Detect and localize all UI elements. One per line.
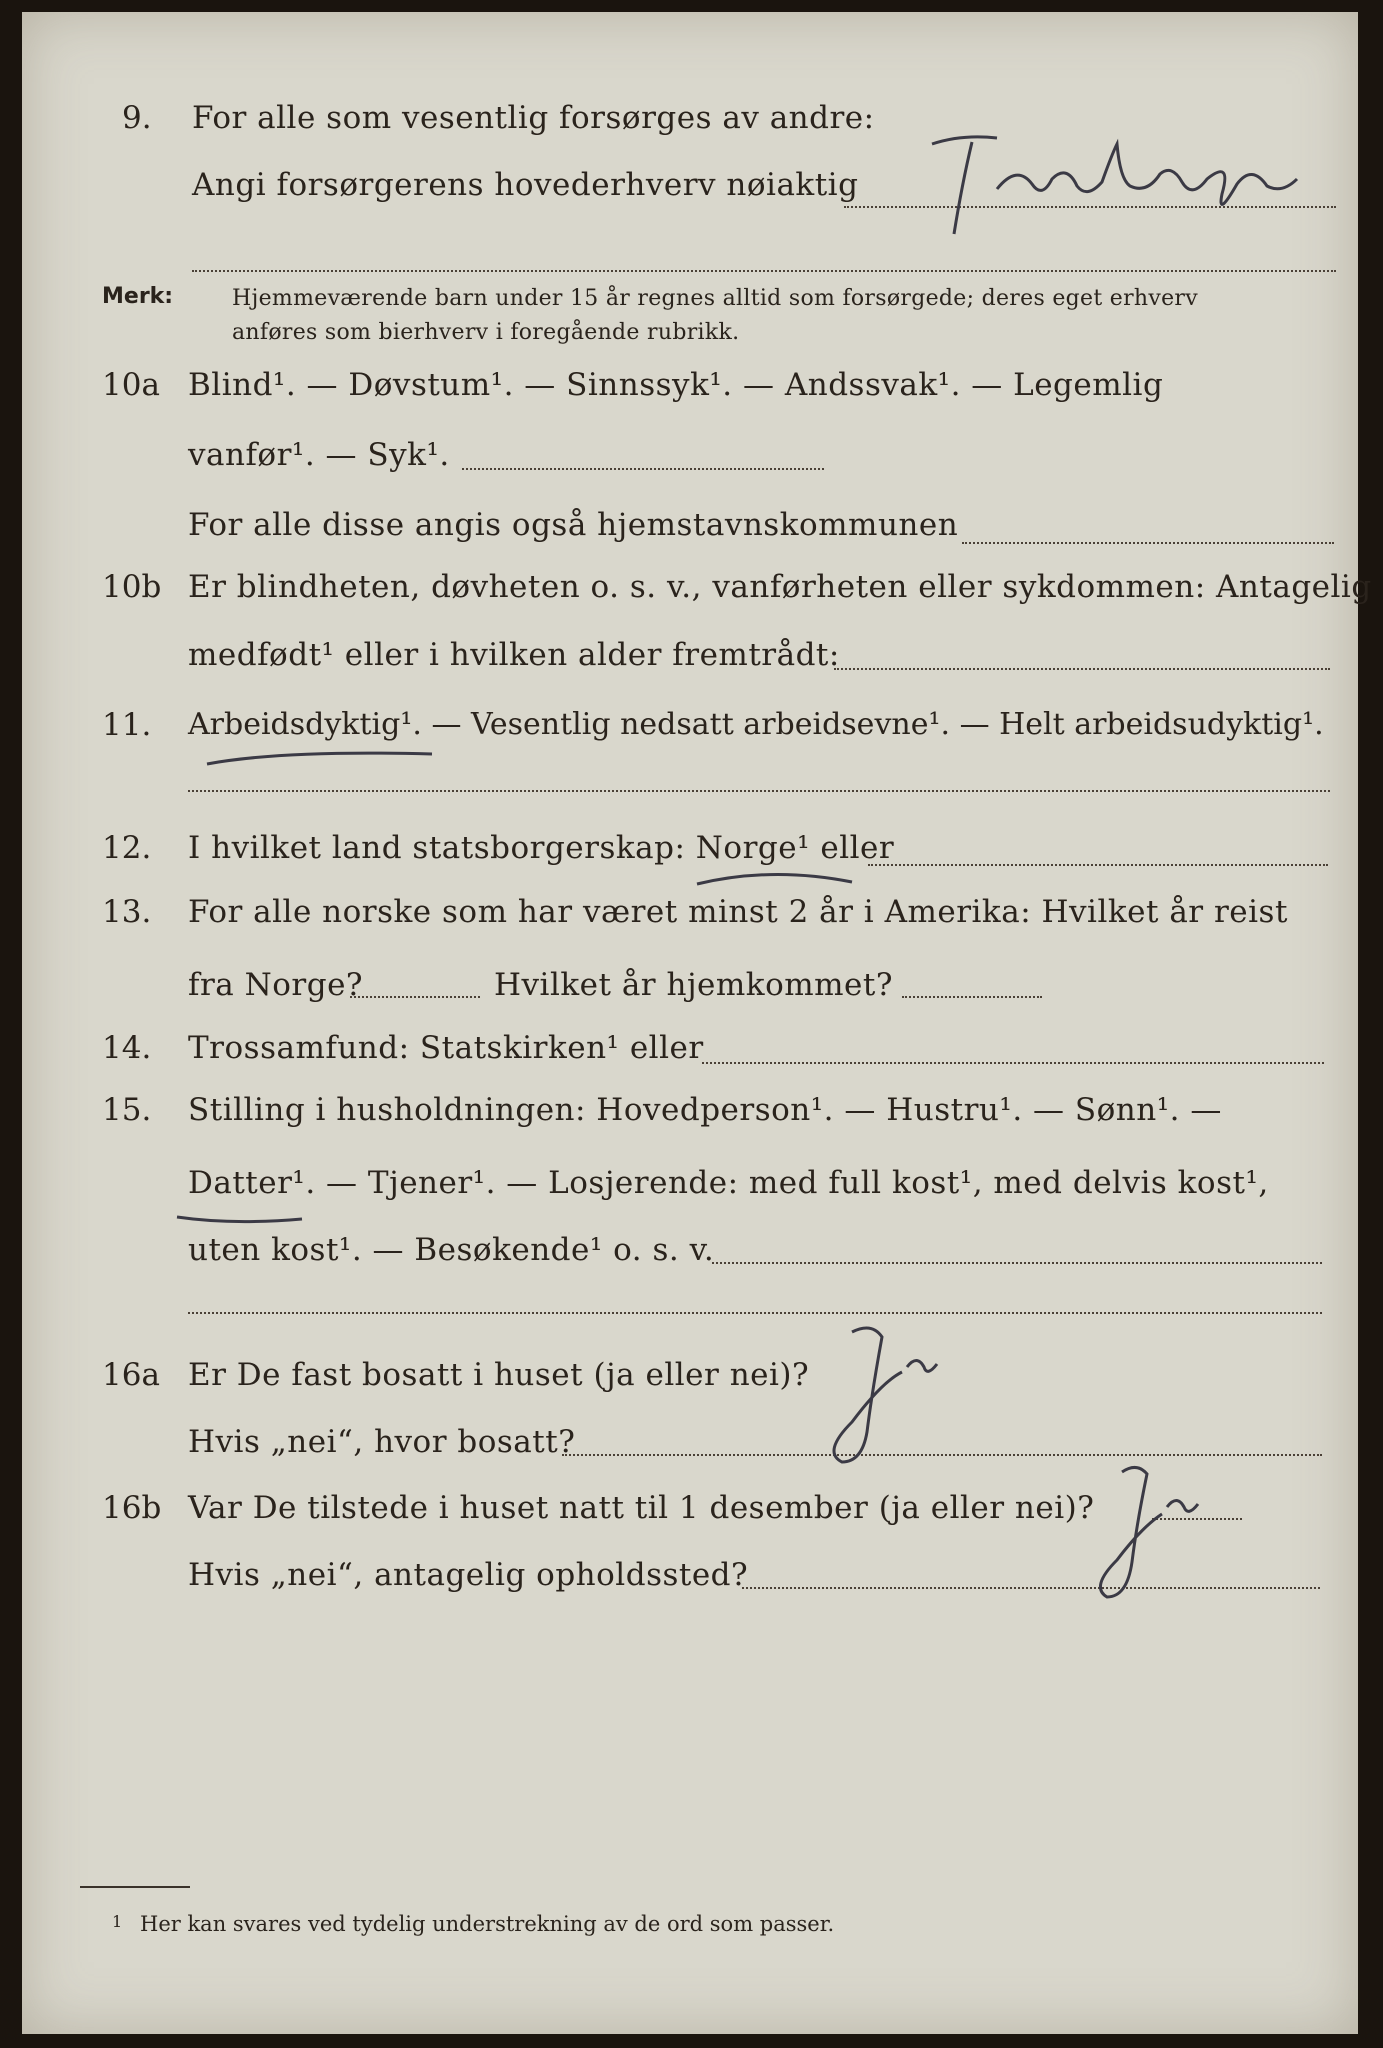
question-15-text-line1: Stilling i husholdningen: Hovedperson¹. — Hustru¹. — Sønn¹. —	[188, 1092, 1222, 1128]
question-10a-answer-line	[462, 468, 824, 470]
footnote-rule	[80, 1886, 190, 1888]
question-10b-number: 10b	[102, 569, 162, 605]
question-11-number: 11.	[102, 707, 152, 743]
merk-text-line2: anføres som bierhverv i foregående rubrikk.	[232, 320, 740, 345]
question-10a-text-line1: Blind¹. — Døvstum¹. — Sinnssyk¹. — Andssvak¹. — Legemlig	[188, 367, 1164, 403]
question-9-text-line1: For alle som vesentlig forsørges av andre:	[192, 100, 875, 136]
question-16a-handwritten-answer	[812, 1312, 962, 1472]
footnote-mark: 1	[112, 1912, 123, 1931]
question-13-return-line	[902, 996, 1042, 998]
question-10a-number: 10a	[102, 367, 160, 403]
question-13-departure-line	[350, 996, 480, 998]
question-10a-text-line3: For alle disse angis også hjemstavnskommunen	[188, 507, 959, 543]
question-12-text: I hvilket land statsborgerskap: Norge¹ eller	[188, 830, 895, 866]
question-15-extra-line	[188, 1312, 1322, 1314]
question-9-number: 9.	[122, 100, 152, 136]
question-13-text-line1: For alle norske som har været minst 2 år i Amerika: Hvilket år reist	[188, 894, 1288, 930]
question-13-number: 13.	[102, 894, 152, 930]
question-16b-handwritten-answer	[1082, 1452, 1222, 1612]
question-13-text-line2b: Hvilket år hjemkommet?	[494, 967, 893, 1003]
question-14-answer-line	[702, 1062, 1324, 1064]
question-16b-answer-line	[742, 1587, 1320, 1589]
question-12-number: 12.	[102, 830, 152, 866]
question-10b-text-line2: medfødt¹ eller i hvilken alder fremtrådt:	[188, 637, 840, 673]
question-14-number: 14.	[102, 1030, 152, 1066]
footnote-text: Her kan svares ved tydelig understrekning av de ord som passer.	[140, 1912, 835, 1936]
question-11-extra-line	[188, 790, 1330, 792]
question-11-text: Arbeidsdyktig¹. — Vesentlig nedsatt arbeidsevne¹. — Helt arbeidsudyktig¹.	[188, 707, 1324, 742]
question-11-underline-mark	[202, 742, 442, 772]
question-9-extra-line	[192, 270, 1336, 272]
question-13-text-line2a: fra Norge?	[188, 967, 364, 1003]
question-9-handwritten-answer	[902, 124, 1322, 264]
question-9-text-line2: Angi forsørgerens hovederhverv nøiaktig	[192, 167, 859, 203]
merk-text-line1: Hjemmeværende barn under 15 år regnes alltid som forsørgede; deres eget erhverv	[232, 286, 1198, 311]
question-16b-text-line2: Hvis „nei“, antagelig opholdssted?	[188, 1557, 749, 1593]
question-16b-text-line1: Var De tilstede i huset natt til 1 desember (ja eller nei)?	[188, 1490, 1095, 1526]
question-14-text: Trossamfund: Statskirken¹ eller	[188, 1030, 704, 1066]
question-12-answer-line	[868, 864, 1328, 866]
question-16b-number: 16b	[102, 1490, 162, 1526]
question-15-number: 15.	[102, 1092, 152, 1128]
question-16a-text-line2: Hvis „nei“, hvor bosatt?	[188, 1424, 576, 1460]
question-10a-text-line2: vanfør¹. — Syk¹.	[188, 437, 450, 473]
question-10a-hometown-line	[962, 542, 1334, 544]
question-16a-text-line1: Er De fast bosatt i huset (ja eller nei)?	[188, 1357, 810, 1393]
census-form-page	[22, 12, 1372, 2034]
question-15-text-line2: Datter¹. — Tjener¹. — Losjerende: med full kost¹, med delvis kost¹,	[188, 1165, 1269, 1201]
merk-label: Merk:	[102, 284, 174, 309]
question-16a-number: 16a	[102, 1357, 160, 1393]
question-12-underline-mark	[692, 864, 862, 894]
question-15-answer-line	[712, 1262, 1322, 1264]
question-10b-answer-line	[834, 668, 1330, 670]
question-15-text-line3: uten kost¹. — Besøkende¹ o. s. v.	[188, 1232, 715, 1268]
question-10b-text-line1: Er blindheten, døvheten o. s. v., vanførheten eller sykdommen: Antagelig	[188, 569, 1372, 605]
